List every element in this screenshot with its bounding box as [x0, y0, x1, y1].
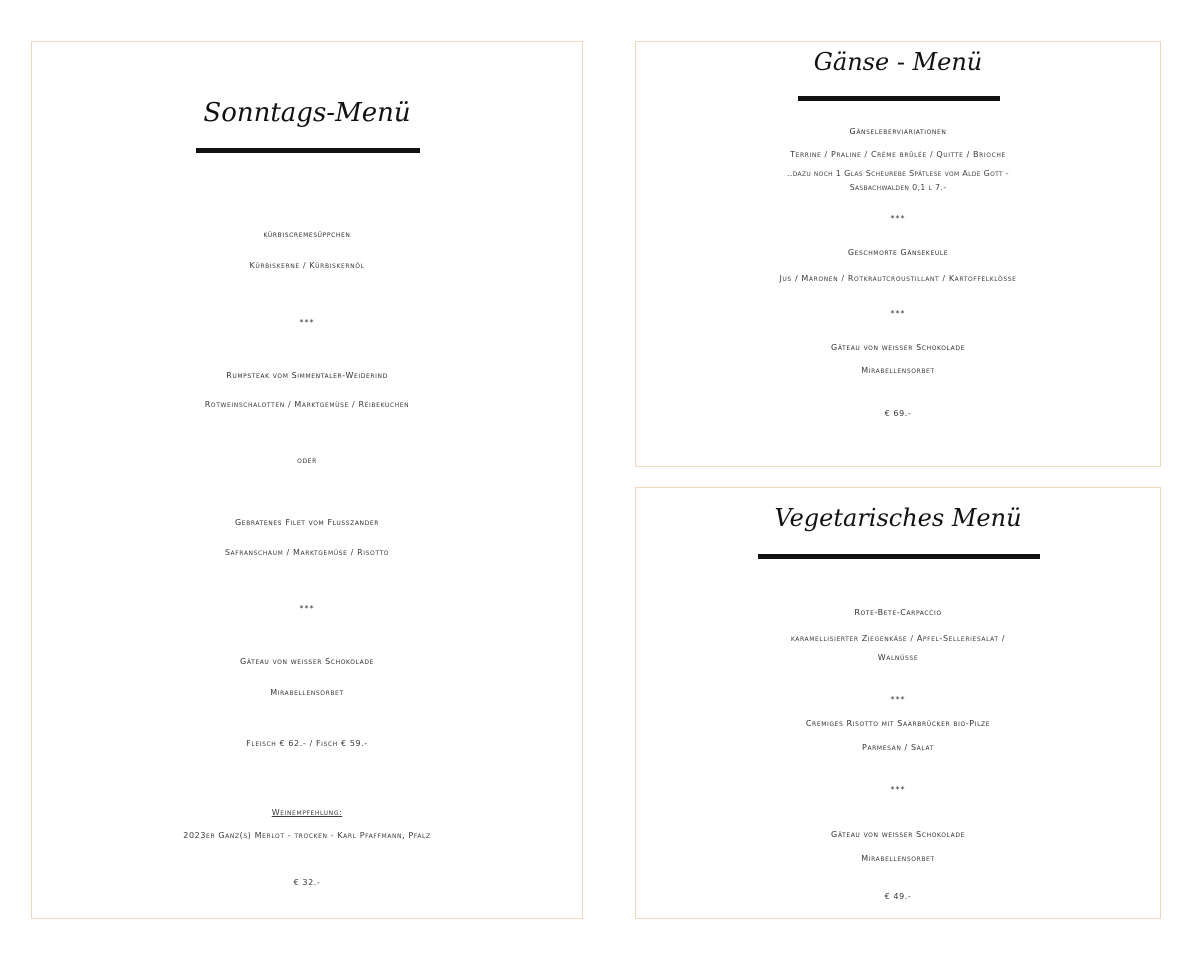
sonntags-dessert: Gâteau von weisser Schokolade — [240, 657, 374, 666]
gaense-dish-1: Gänseleberviariationen — [849, 127, 947, 136]
sonntags-title-underline — [196, 148, 420, 153]
gaense-price: € 69.- — [884, 409, 912, 418]
veg-price: € 49.- — [884, 892, 912, 901]
sonntags-wine: 2023er Ganz(s) Merlot - trocken - Karl Pfaffmann, Pfalz — [183, 831, 431, 840]
gaense-menu-card — [635, 41, 1161, 467]
gaense-separator-2: *** — [890, 309, 906, 318]
sonntags-dish-2: Rumpsteak vom Simmentaler-Weiderind — [226, 371, 388, 380]
sonntags-separator-2: *** — [299, 604, 315, 613]
gaense-wine-note-1: ..dazu noch 1 Glas Scheurebe Spätlese vom Alde Gott - — [787, 169, 1009, 178]
veg-dessert: Gâteau von weisser Schokolade — [831, 830, 965, 839]
gaense-dessert-desc: Mirabellensorbet — [861, 366, 935, 375]
vegetarisches-menu-card — [635, 487, 1161, 919]
gaense-title-underline — [798, 96, 1000, 101]
sonntags-dish-3-desc: Safranschaum / Marktgemüse / Risotto — [224, 548, 390, 557]
gaense-menu-title: Gänse - Menü — [813, 48, 983, 76]
gaense-dish-1-desc: Terrine / Praline / Crème brûlée / Quitte / Brioche — [790, 150, 1006, 159]
veg-separator-2: *** — [890, 785, 906, 794]
gaense-dessert: Gâteau von weisser Schokolade — [831, 343, 965, 352]
gaense-dish-2: Geschmorte Gänsekeule — [847, 248, 949, 257]
sonntags-dish-1: kürbiscremesüppchen — [263, 230, 351, 239]
veg-dish-2-desc: Parmesan / Salat — [862, 743, 934, 752]
gaense-wine-note-2: Sasbachwalden 0,1 l 7.- — [849, 183, 947, 192]
gaense-dish-2-desc: Jus / Maronen / Rotkrautcroustillant / Kartoffelklösse — [779, 274, 1017, 283]
sonntags-menu-card — [31, 41, 583, 919]
sonntags-wine-label: Weinempfehlung: — [271, 808, 343, 817]
veg-dish-1-desc-1: karamellisierter Ziegenkäse / Apfel-Selleriesalat / — [790, 634, 1006, 643]
veg-dish-1-desc-2: Walnüsse — [877, 653, 919, 662]
sonntags-menu-title: Sonntags-Menü — [203, 98, 411, 128]
sonntags-dish-1-desc: Kürbiskerne / Kürbiskernöl — [249, 261, 365, 270]
sonntags-dessert-desc: Mirabellensorbet — [270, 688, 344, 697]
sonntags-wine-price: € 32.- — [293, 878, 321, 887]
veg-separator-1: *** — [890, 695, 906, 704]
vegetarisches-title-underline — [758, 554, 1040, 559]
veg-dessert-desc: Mirabellensorbet — [861, 854, 935, 863]
vegetarisches-menu-title: Vegetarisches Menü — [774, 504, 1022, 532]
sonntags-dish-3: Gebratenes Filet vom Flusszander — [234, 518, 380, 527]
sonntags-price: Fleisch € 62.- / Fisch € 59.- — [246, 739, 368, 748]
sonntags-separator-1: *** — [299, 318, 315, 327]
gaense-separator-1: *** — [890, 214, 906, 223]
veg-dish-2: Cremiges Risotto mit Saarbrücker bio-Pilze — [805, 719, 991, 728]
sonntags-oder: oder — [297, 456, 317, 465]
sonntags-dish-2-desc: Rotweinschalotten / Marktgemüse / Reibekuchen — [204, 400, 410, 409]
veg-dish-1: Rote-Bete-Carpaccio — [854, 608, 942, 617]
